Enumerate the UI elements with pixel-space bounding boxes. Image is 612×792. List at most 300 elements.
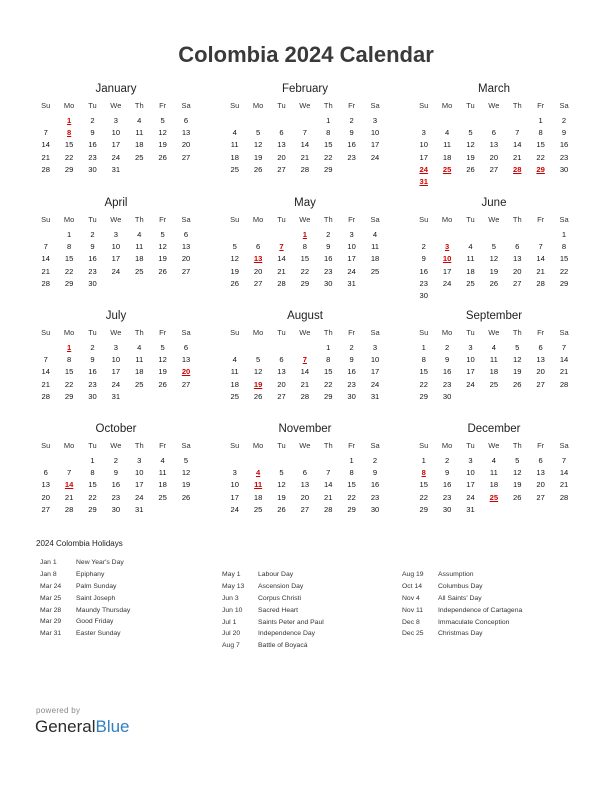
empty-cell: [34, 342, 57, 354]
day-cell: 23: [419, 278, 428, 288]
day-cell: 10: [466, 468, 475, 478]
day-cell: 12: [489, 254, 499, 264]
empty-cell: [246, 229, 269, 241]
day-cell: 7: [66, 468, 72, 478]
holiday-row: [222, 569, 324, 581]
day-cell: 27: [41, 504, 50, 514]
day-cell: 20: [489, 152, 499, 162]
day-cell: 24: [466, 492, 475, 502]
weekday-label: Su: [41, 441, 51, 450]
week-row: [34, 152, 198, 164]
holiday-date-label: Aug 7: [222, 642, 240, 650]
day-cell: 5: [491, 242, 496, 252]
day-cell: 9: [349, 128, 354, 138]
holiday-date: 11: [254, 480, 263, 490]
day-cell: 18: [489, 367, 499, 377]
day-cell: 15: [300, 254, 310, 264]
empty-cell: [529, 229, 552, 241]
empty-cell: [412, 115, 435, 127]
weekday-label: Th: [512, 441, 522, 450]
week-row: [223, 504, 387, 516]
day-cell: 5: [232, 242, 237, 252]
day-cell: 28: [324, 504, 333, 514]
day-cell: 20: [253, 266, 263, 276]
day-cell: 3: [372, 116, 378, 125]
weekday-label: Mo: [441, 328, 453, 337]
day-cell: 20: [536, 480, 545, 490]
holiday-date-label: Aug 19: [402, 571, 424, 578]
day-cell: 9: [326, 242, 331, 252]
day-cell: 28: [300, 391, 310, 401]
day-cell: 3: [113, 343, 118, 352]
week-row: [412, 467, 576, 479]
generalblue-logo[interactable]: [35, 717, 130, 737]
weekday-label: Th: [134, 328, 144, 337]
month-name: April: [104, 197, 128, 209]
day-cell: 2: [349, 343, 354, 352]
day-cell: 16: [88, 140, 97, 150]
day-cell: 14: [277, 254, 286, 264]
day-cell: 22: [536, 152, 545, 162]
week-row: [34, 266, 198, 278]
empty-cell: [435, 229, 458, 241]
holiday-date: 31: [419, 176, 428, 186]
day-cell: 2: [372, 456, 378, 465]
day-cell: 16: [442, 480, 452, 490]
day-cell: 18: [158, 480, 167, 490]
day-cell: 17: [111, 367, 121, 377]
weekday-label: Fr: [348, 328, 356, 337]
day-cell: 8: [538, 128, 543, 138]
weekday-header: [223, 214, 387, 226]
holiday-row: [222, 617, 324, 629]
week-row: [412, 176, 576, 188]
month-name: July: [105, 310, 127, 322]
day-cell: 4: [491, 456, 496, 465]
holiday-row: [40, 581, 130, 593]
day-cell: 4: [468, 242, 473, 252]
week-row: [412, 127, 576, 139]
weekday-label: We: [110, 441, 122, 450]
holidays-heading: 2024 Colombia Holidays: [36, 539, 123, 548]
holiday-row: [40, 628, 130, 640]
holiday-name: Independence Day: [258, 630, 316, 638]
holiday-name: Ascension Day: [258, 582, 304, 590]
holiday-row: [222, 640, 324, 652]
weekday-label: Sa: [559, 101, 569, 110]
weekday-label: We: [488, 328, 500, 337]
day-cell: 11: [371, 242, 379, 252]
week-row: [34, 253, 198, 265]
holiday-date-label: Nov 11: [402, 606, 424, 614]
day-cell: 27: [513, 278, 522, 288]
holiday-date-label: Nov 4: [402, 594, 420, 602]
day-cell: 2: [90, 116, 95, 125]
day-cell: 6: [538, 343, 543, 352]
empty-cell: [293, 342, 316, 354]
week-row: [223, 229, 387, 241]
month-june: [412, 196, 576, 302]
holiday-date: 28: [513, 164, 522, 174]
holiday-row: [40, 557, 130, 569]
weekday-header: [34, 327, 198, 339]
day-cell: 28: [41, 278, 50, 288]
empty-cell: [34, 455, 57, 467]
week-row: [412, 479, 576, 491]
day-cell: 13: [181, 242, 191, 252]
day-cell: 15: [419, 480, 428, 490]
week-row: [223, 479, 387, 491]
holiday-date: 29: [536, 164, 545, 174]
month-days: [34, 229, 198, 290]
day-cell: 15: [64, 367, 74, 377]
weekday-label: Su: [230, 328, 240, 337]
day-cell: 11: [135, 242, 144, 252]
weekday-label: Th: [323, 441, 333, 450]
day-cell: 9: [561, 128, 567, 138]
holiday-date: 1: [66, 116, 72, 125]
weekday-label: Sa: [181, 101, 191, 110]
week-row: [34, 391, 198, 403]
day-cell: 4: [232, 128, 237, 138]
holiday-name: Assumption: [438, 571, 474, 578]
day-cell: 31: [370, 391, 380, 401]
day-cell: 26: [513, 492, 522, 502]
day-cell: 21: [300, 379, 310, 389]
weekday-label: Mo: [441, 215, 453, 224]
empty-cell: [412, 229, 435, 241]
day-cell: 21: [536, 266, 545, 276]
day-cell: 13: [277, 140, 286, 150]
weekday-label: Mo: [63, 215, 75, 224]
day-cell: 30: [347, 391, 356, 401]
weekday-label: Th: [134, 215, 144, 224]
month-days: [223, 229, 387, 290]
weekday-header: [34, 100, 198, 112]
day-cell: 31: [111, 391, 121, 401]
day-cell: 27: [181, 266, 191, 276]
weekday-label: Sa: [370, 215, 380, 224]
day-cell: 30: [88, 391, 97, 401]
holiday-name: Maundy Thursday: [76, 606, 131, 614]
holiday-date-label: Jun 10: [222, 606, 243, 614]
day-cell: 21: [300, 152, 310, 162]
holiday-date: 25: [442, 164, 452, 174]
holiday-date-label: Mar 29: [40, 618, 62, 626]
day-cell: 25: [135, 379, 144, 389]
day-cell: 29: [64, 391, 74, 401]
day-cell: 13: [300, 480, 310, 490]
day-cell: 15: [347, 480, 356, 490]
day-cell: 19: [158, 140, 167, 150]
day-cell: 12: [253, 140, 263, 150]
week-row: [34, 467, 198, 479]
holiday-row: [222, 593, 324, 605]
day-cell: 4: [232, 355, 237, 365]
day-cell: 7: [515, 128, 520, 138]
weekday-label: Mo: [252, 215, 264, 224]
holiday-row: [402, 617, 522, 629]
day-cell: 4: [137, 116, 142, 125]
week-row: [34, 139, 198, 151]
week-row: [223, 115, 387, 127]
weekday-label: Sa: [370, 328, 380, 337]
day-cell: 22: [300, 266, 310, 276]
day-cell: 18: [135, 367, 144, 377]
day-cell: 18: [370, 254, 380, 264]
day-cell: 25: [230, 164, 239, 174]
weekday-header: [223, 100, 387, 112]
day-cell: 3: [113, 116, 118, 125]
day-cell: 5: [515, 343, 520, 352]
day-cell: 22: [559, 266, 569, 276]
day-cell: 25: [135, 152, 144, 162]
day-cell: 8: [302, 242, 307, 252]
weekday-label: Th: [512, 215, 522, 224]
weekday-label: Sa: [559, 441, 569, 450]
weekday-label: Tu: [277, 441, 286, 450]
holiday-name: Independence of Cartagena: [438, 606, 523, 614]
week-row: [34, 354, 198, 366]
day-cell: 10: [135, 468, 144, 478]
weekday-label: Tu: [88, 101, 97, 110]
holiday-date: 3: [444, 242, 450, 252]
month-days: [412, 229, 576, 302]
day-cell: 11: [135, 128, 144, 138]
day-cell: 27: [181, 379, 191, 389]
day-cell: 29: [324, 391, 333, 401]
holiday-row: [402, 605, 522, 617]
day-cell: 23: [347, 379, 356, 389]
month-name: August: [287, 310, 323, 322]
day-cell: 7: [43, 355, 48, 365]
day-cell: 17: [230, 492, 239, 502]
month-april: [34, 196, 198, 290]
weekday-label: Tu: [88, 441, 97, 450]
day-cell: 24: [370, 379, 380, 389]
week-row: [223, 492, 387, 504]
holiday-date-label: Mar 25: [40, 594, 62, 602]
holiday-column: [222, 569, 324, 652]
month-name: September: [465, 310, 523, 322]
day-cell: 9: [113, 468, 118, 478]
day-cell: 24: [230, 504, 239, 514]
weekday-label: Sa: [559, 215, 569, 224]
day-cell: 24: [347, 266, 356, 276]
week-row: [412, 379, 576, 391]
weekday-label: Su: [230, 101, 240, 110]
week-row: [412, 366, 576, 378]
month-march: [412, 82, 576, 188]
day-cell: 5: [279, 468, 284, 478]
holiday-date-label: May 1: [222, 571, 241, 578]
day-cell: 28: [277, 278, 286, 288]
day-cell: 29: [300, 278, 310, 288]
week-row: [34, 229, 198, 241]
week-row: [34, 342, 198, 354]
empty-cell: [270, 229, 293, 241]
day-cell: 9: [372, 468, 378, 478]
day-cell: 7: [43, 128, 48, 138]
day-cell: 20: [536, 367, 545, 377]
day-cell: 9: [90, 242, 95, 252]
day-cell: 7: [561, 456, 567, 465]
day-cell: 19: [181, 480, 191, 490]
day-cell: 27: [536, 492, 545, 502]
holiday-name: New Year's Day: [76, 559, 124, 566]
day-cell: 3: [421, 128, 426, 138]
weekday-label: Tu: [277, 328, 286, 337]
day-cell: 5: [183, 456, 189, 465]
month-name: January: [95, 83, 137, 95]
holiday-date: 4: [255, 468, 261, 478]
day-cell: 11: [230, 140, 239, 150]
weekday-label: We: [299, 101, 311, 110]
empty-cell: [246, 115, 269, 127]
day-cell: 1: [538, 116, 543, 125]
day-cell: 31: [347, 278, 356, 288]
day-cell: 2: [421, 242, 426, 252]
month-name: June: [481, 197, 507, 209]
empty-cell: [459, 115, 482, 127]
day-cell: 26: [513, 379, 522, 389]
holiday-name: Saints Peter and Paul: [258, 618, 324, 626]
holiday-date: 7: [302, 355, 307, 365]
day-cell: 11: [489, 355, 498, 365]
weekday-label: Tu: [466, 101, 475, 110]
weekday-label: Fr: [348, 215, 356, 224]
day-cell: 28: [41, 164, 50, 174]
day-cell: 29: [559, 278, 569, 288]
weekday-label: Mo: [63, 441, 75, 450]
day-cell: 6: [491, 128, 496, 138]
empty-cell: [246, 455, 269, 467]
day-cell: 2: [349, 116, 354, 125]
day-cell: 19: [158, 254, 167, 264]
weekday-header: [34, 440, 198, 452]
holiday-row: [40, 569, 130, 581]
day-cell: 1: [326, 116, 331, 125]
day-cell: 12: [230, 254, 239, 264]
day-cell: 8: [66, 355, 72, 365]
weekday-label: Fr: [159, 328, 167, 337]
day-cell: 6: [183, 343, 189, 352]
day-cell: 14: [41, 367, 50, 377]
holiday-name: Easter Sunday: [76, 630, 121, 638]
day-cell: 13: [181, 355, 191, 365]
day-cell: 26: [158, 379, 167, 389]
day-cell: 23: [442, 492, 452, 502]
weekday-label: Th: [134, 441, 144, 450]
powered-by-text: powered by: [36, 706, 81, 715]
weekday-label: Tu: [88, 328, 97, 337]
holiday-row: [222, 628, 324, 640]
day-cell: 20: [277, 379, 286, 389]
day-cell: 10: [370, 128, 380, 138]
holiday-date-label: Jan 1: [40, 559, 57, 566]
day-cell: 22: [88, 492, 97, 502]
month-days: [412, 342, 576, 403]
empty-cell: [506, 115, 529, 127]
day-cell: 10: [111, 128, 121, 138]
weekday-label: Sa: [181, 441, 191, 450]
holiday-row: [402, 593, 522, 605]
holiday-date-label: Oct 14: [402, 582, 423, 590]
day-cell: 23: [370, 492, 380, 502]
day-cell: 28: [536, 278, 545, 288]
day-cell: 13: [489, 140, 499, 150]
day-cell: 26: [466, 164, 475, 174]
empty-cell: [57, 455, 80, 467]
weekday-label: Fr: [537, 328, 545, 337]
day-cell: 8: [561, 242, 567, 252]
day-cell: 20: [513, 266, 522, 276]
day-cell: 6: [183, 230, 189, 239]
day-cell: 16: [324, 254, 333, 264]
day-cell: 17: [370, 140, 380, 150]
day-cell: 14: [536, 254, 545, 264]
empty-cell: [435, 115, 458, 127]
day-cell: 9: [421, 254, 426, 264]
week-row: [223, 467, 387, 479]
day-cell: 6: [279, 355, 284, 365]
weekday-label: Fr: [159, 101, 167, 110]
holiday-date-label: Jul 20: [222, 630, 241, 638]
day-cell: 17: [135, 480, 144, 490]
week-row: [412, 455, 576, 467]
holiday-date: 1: [66, 343, 72, 352]
weekday-label: Fr: [537, 101, 545, 110]
day-cell: 31: [135, 504, 144, 514]
day-cell: 4: [137, 230, 142, 239]
day-cell: 13: [277, 367, 286, 377]
day-cell: 21: [513, 152, 522, 162]
holiday-name: Good Friday: [76, 618, 114, 626]
day-cell: 22: [419, 492, 428, 502]
month-name: May: [294, 197, 316, 209]
day-cell: 19: [277, 492, 286, 502]
day-cell: 18: [135, 140, 144, 150]
day-cell: 27: [536, 379, 545, 389]
week-row: [412, 164, 576, 176]
day-cell: 1: [421, 456, 426, 465]
day-cell: 16: [88, 367, 97, 377]
day-cell: 25: [466, 278, 475, 288]
day-cell: 18: [489, 480, 499, 490]
empty-cell: [482, 229, 505, 241]
day-cell: 17: [370, 367, 380, 377]
day-cell: 22: [324, 152, 333, 162]
weekday-label: We: [110, 215, 122, 224]
holiday-row: [402, 581, 522, 593]
month-name: November: [278, 423, 332, 435]
day-cell: 15: [324, 367, 333, 377]
month-name: October: [95, 423, 137, 435]
day-cell: 5: [160, 343, 165, 352]
weekday-header: [412, 100, 576, 112]
day-cell: 29: [64, 164, 74, 174]
weekday-label: We: [299, 441, 311, 450]
day-cell: 18: [135, 254, 144, 264]
day-cell: 3: [372, 343, 378, 352]
weekday-label: We: [110, 328, 122, 337]
holiday-date: 8: [421, 468, 426, 478]
week-row: [223, 253, 387, 265]
day-cell: 23: [559, 152, 569, 162]
month-july: [34, 309, 198, 403]
week-row: [34, 241, 198, 253]
day-cell: 19: [253, 152, 263, 162]
